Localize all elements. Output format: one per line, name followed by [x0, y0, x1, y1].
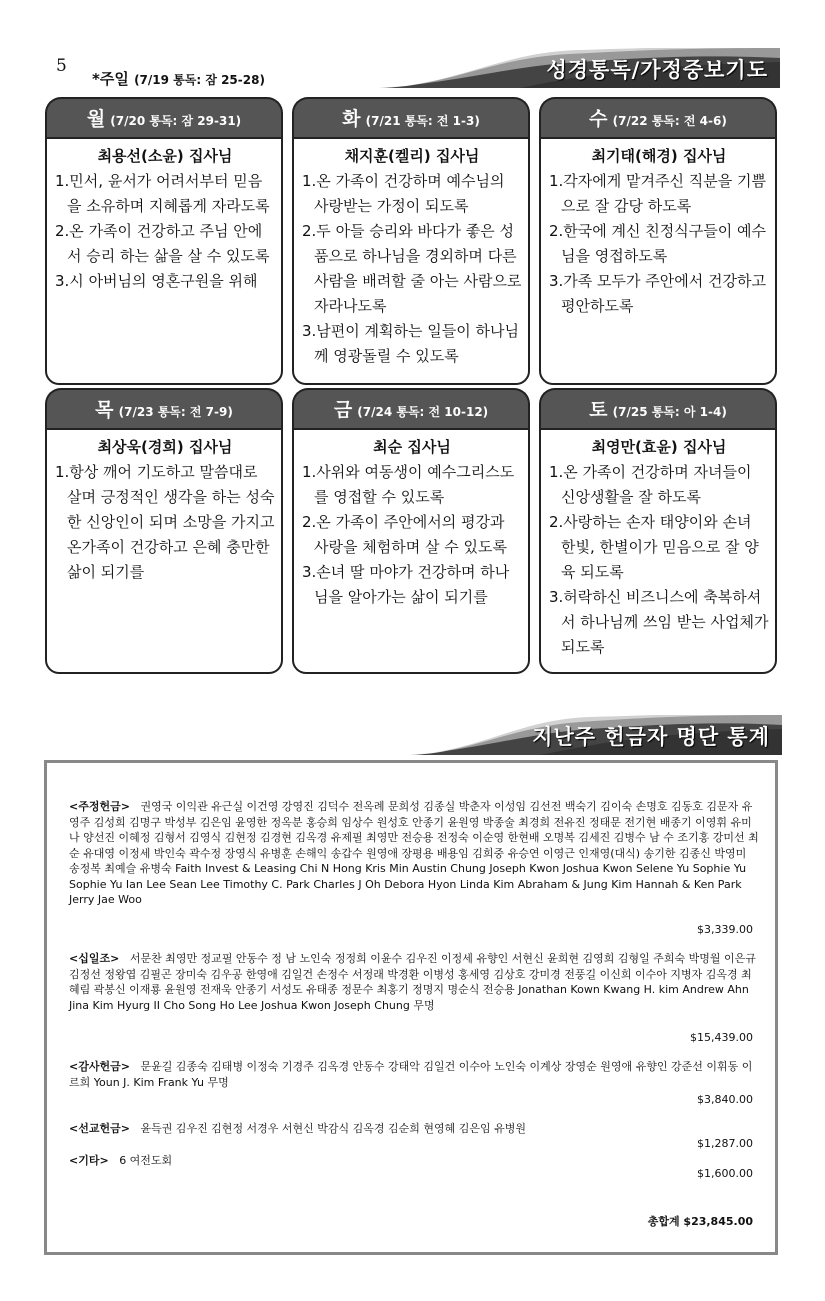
- offering-label: <선교헌금>: [69, 1122, 130, 1135]
- card-day: 목: [95, 399, 114, 421]
- card-header: [45, 97, 283, 137]
- card-ref: (7/25 통독: 아 1-4): [612, 405, 727, 419]
- card-day: 토: [589, 399, 608, 421]
- card-ref: (7/23 통독: 전 7-9): [118, 405, 233, 419]
- sunday-ref: (7/19 통독: 잠 25-28): [134, 73, 265, 87]
- offering-section-weekly: [69, 799, 759, 908]
- offering-names: 권영국 이익관 유근실 이건영 강영진 김덕수 전옥례 문희성 김종실 박춘자 이성임 김선전 백숙기 김이숙 손명호 김동호 김문자 유영주 김성희 김명구 박성부 김은임 윤영한 정옥분 홍승희 임상수 원성호 안종기 윤원영 박종술 최경희 전유진 정태문 전기현 배종기 이영휘 유미나 양선진 이혜정 김형서 김영식 김현정 김경현 김옥경 유제필 최영만 전승용 전정숙 이순영 한현배 오명복 김세진 김병수 남 수 조기홍 강미선 최 순 유대영 이정세 박인숙 곽수정 장영식 유병훈 손해익 송갑수 원영애 장평용 배용임 김희중 유승연 이영근 인재영(대식) 송기한 김종신 박영미 송정복 최예슬 유병숙 Faith Invest & Leasing Chi N Hong Kris Min Austin Chung Joseph Kwon Joshua Kwon Selene Yu Sophie Yu Sophie Yu Ian Lee Sean Lee Timothy C. Park Charles J Oh Debora Hyon Linda Kim Abraham & Jung Kim Hannah & Ken Park Jerry Jae Woo: [69, 800, 759, 906]
- card-header: [45, 388, 283, 428]
- prayer-card-thursday: [45, 388, 283, 674]
- card-header: [539, 97, 777, 137]
- card-name: 최기태(해경) 집사님: [591, 147, 727, 165]
- offering-list-box: [44, 760, 778, 1255]
- card-item: 1.온 가족이 건강하며 예수님의 사랑받는 가정이 되도록: [302, 172, 505, 215]
- offering-label: <십일조>: [69, 952, 120, 965]
- prayer-card-friday: [292, 388, 530, 674]
- card-ref: (7/20 통독: 잠 29-31): [110, 114, 242, 128]
- prayer-card-saturday: [539, 388, 777, 674]
- card-item: 1.항상 깨어 기도하고 말씀대로 살며 긍정적인 생각을 하는 성숙한 신앙인이 되며 소망을 가지고 온가족이 건강하고 은혜 충만한 삶이 되기를: [55, 463, 275, 581]
- offering-section-other: [69, 1153, 759, 1169]
- card-body: [45, 428, 283, 674]
- card-body: [292, 428, 530, 674]
- offering-names: 6 여전도회: [119, 1154, 173, 1167]
- offering-amount: $15,439.00: [690, 1031, 753, 1044]
- card-body: [539, 428, 777, 674]
- card-item: 1.민서, 윤서가 어려서부터 믿음을 소유하며 지혜롭게 자라도록: [55, 172, 270, 215]
- card-item: 2.온 가족이 건강하고 주님 안에서 승리 하는 삶을 살 수 있도록: [55, 222, 270, 265]
- banner-title: 성경통독/가정중보기도: [546, 58, 768, 82]
- card-item: 2.사랑하는 손자 태양이와 손녀 한빛, 한별이가 믿음으로 잘 양육 되도록: [549, 513, 759, 581]
- offering-amount: $3,339.00: [697, 923, 753, 936]
- banner-title: 지난주 헌금자 명단 통계: [532, 725, 770, 749]
- card-ref: (7/22 통독: 전 4-6): [612, 114, 727, 128]
- offering-label: <주정헌금>: [69, 800, 130, 813]
- card-item: 1.각자에게 맡겨주신 직분을 기쁨으로 잘 감당 하도록: [549, 172, 766, 215]
- offering-section-tithe: [69, 951, 759, 1013]
- page-number: 5: [56, 56, 67, 76]
- offering-section-thanks: [69, 1059, 759, 1090]
- card-body: [45, 137, 283, 385]
- card-item: 2.두 아들 승리와 바다가 좋은 성품으로 하나님을 경외하며 다른 사람을 배려할 줄 아는 사람으로 자라나도록: [302, 222, 522, 315]
- offering-total: 총합계 $23,845.00: [647, 1215, 753, 1228]
- card-item: 2.온 가족이 주안에서의 평강과 사랑을 체험하며 살 수 있도록: [302, 513, 507, 556]
- prayer-card-wednesday: [539, 97, 777, 385]
- card-item: 3.가족 모두가 주안에서 건강하고 평안하도록: [549, 272, 766, 315]
- card-name: 최영만(효윤) 집사님: [591, 438, 727, 456]
- card-day: 금: [333, 399, 353, 421]
- card-day: 화: [342, 108, 361, 130]
- card-header: [292, 388, 530, 428]
- card-item: 3.허락하신 비즈니스에 축복하셔서 하나님께 쓰임 받는 사업체가 되도록: [549, 588, 769, 656]
- card-day: 수: [589, 108, 608, 130]
- sunday-reading: [92, 68, 265, 89]
- offering-names: 윤득권 김우진 김현정 서경우 서현신 박감식 김옥경 김순희 현영혜 김은임 유병원: [140, 1122, 527, 1135]
- offering-amount: $3,840.00: [697, 1093, 753, 1106]
- card-body: [292, 137, 530, 385]
- card-header: [292, 97, 530, 137]
- card-item: 1.사위와 여동생이 예수그리스도를 영접할 수 있도록: [302, 463, 515, 506]
- card-item: 3.시 아버님의 영혼구원을 위해: [55, 272, 258, 290]
- offering-amount: $1,600.00: [697, 1167, 753, 1180]
- prayer-card-tuesday: [292, 97, 530, 385]
- offering-section-mission: [69, 1121, 759, 1137]
- offering-names: 문윤길 김종숙 김태병 이정숙 기경주 김옥경 안동수 강태악 김일건 이수아 노인숙 이계상 장영순 원영애 유향인 강준선 이휘동 이르희 Youn J. Kim Frank Yu 무명: [69, 1060, 753, 1089]
- offering-amount: $1,287.00: [697, 1137, 753, 1150]
- bible-reading-banner: [380, 48, 780, 88]
- card-header: [539, 388, 777, 428]
- card-ref: (7/24 통독: 전 10-12): [357, 405, 489, 419]
- sunday-label: *주일: [92, 70, 129, 88]
- card-name: 최상욱(경희) 집사님: [97, 438, 233, 456]
- card-item: 1.온 가족이 건강하며 자녀들이 신앙생활을 잘 하도록: [549, 463, 752, 506]
- card-name: 최용선(소윤) 집사님: [97, 147, 233, 165]
- card-day: 월: [86, 108, 106, 130]
- card-item: 2.한국에 계신 친정식구들이 예수님을 영접하도록: [549, 222, 766, 265]
- offering-label: <감사헌금>: [69, 1060, 130, 1073]
- card-name: 채지훈(켈리) 집사님: [344, 147, 480, 165]
- prayer-card-monday: [45, 97, 283, 385]
- card-ref: (7/21 통독: 전 1-3): [365, 114, 480, 128]
- card-item: 3.손녀 딸 마야가 건강하며 하나님을 알아가는 삶이 되기를: [302, 563, 510, 606]
- offering-label: <기타>: [69, 1154, 109, 1167]
- card-body: [539, 137, 777, 385]
- offering-banner: [410, 715, 782, 755]
- card-item: 3.남편이 계획하는 일들이 하나님께 영광돌릴 수 있도록: [302, 322, 519, 365]
- offering-names: 서문찬 최영만 정교필 안동수 정 남 노인숙 정정희 이윤수 김우진 이정세 유향인 서현신 윤희현 김영희 김형일 주희숙 박명월 이은규 김정선 정왕엽 김필곤 장미숙 김우공 한영애 김일건 손정수 서정래 박경환 이병성 홍세영 김상호 강미경 전풍길 이신희 이수아 지병자 김옥경 최혜림 곽봉신 이재룡 윤원영 전재욱 안종기 서성도 유태종 정문수 최홍기 정명지 명순식 전승용 Jonathan Kown Kwang H. kim Andrew Ahn Jina Kim Hyurg II Cho Song Ho Lee Joshua Kwon Joseph Chung 무명: [69, 952, 756, 1012]
- card-name: 최순 집사님: [373, 438, 451, 456]
